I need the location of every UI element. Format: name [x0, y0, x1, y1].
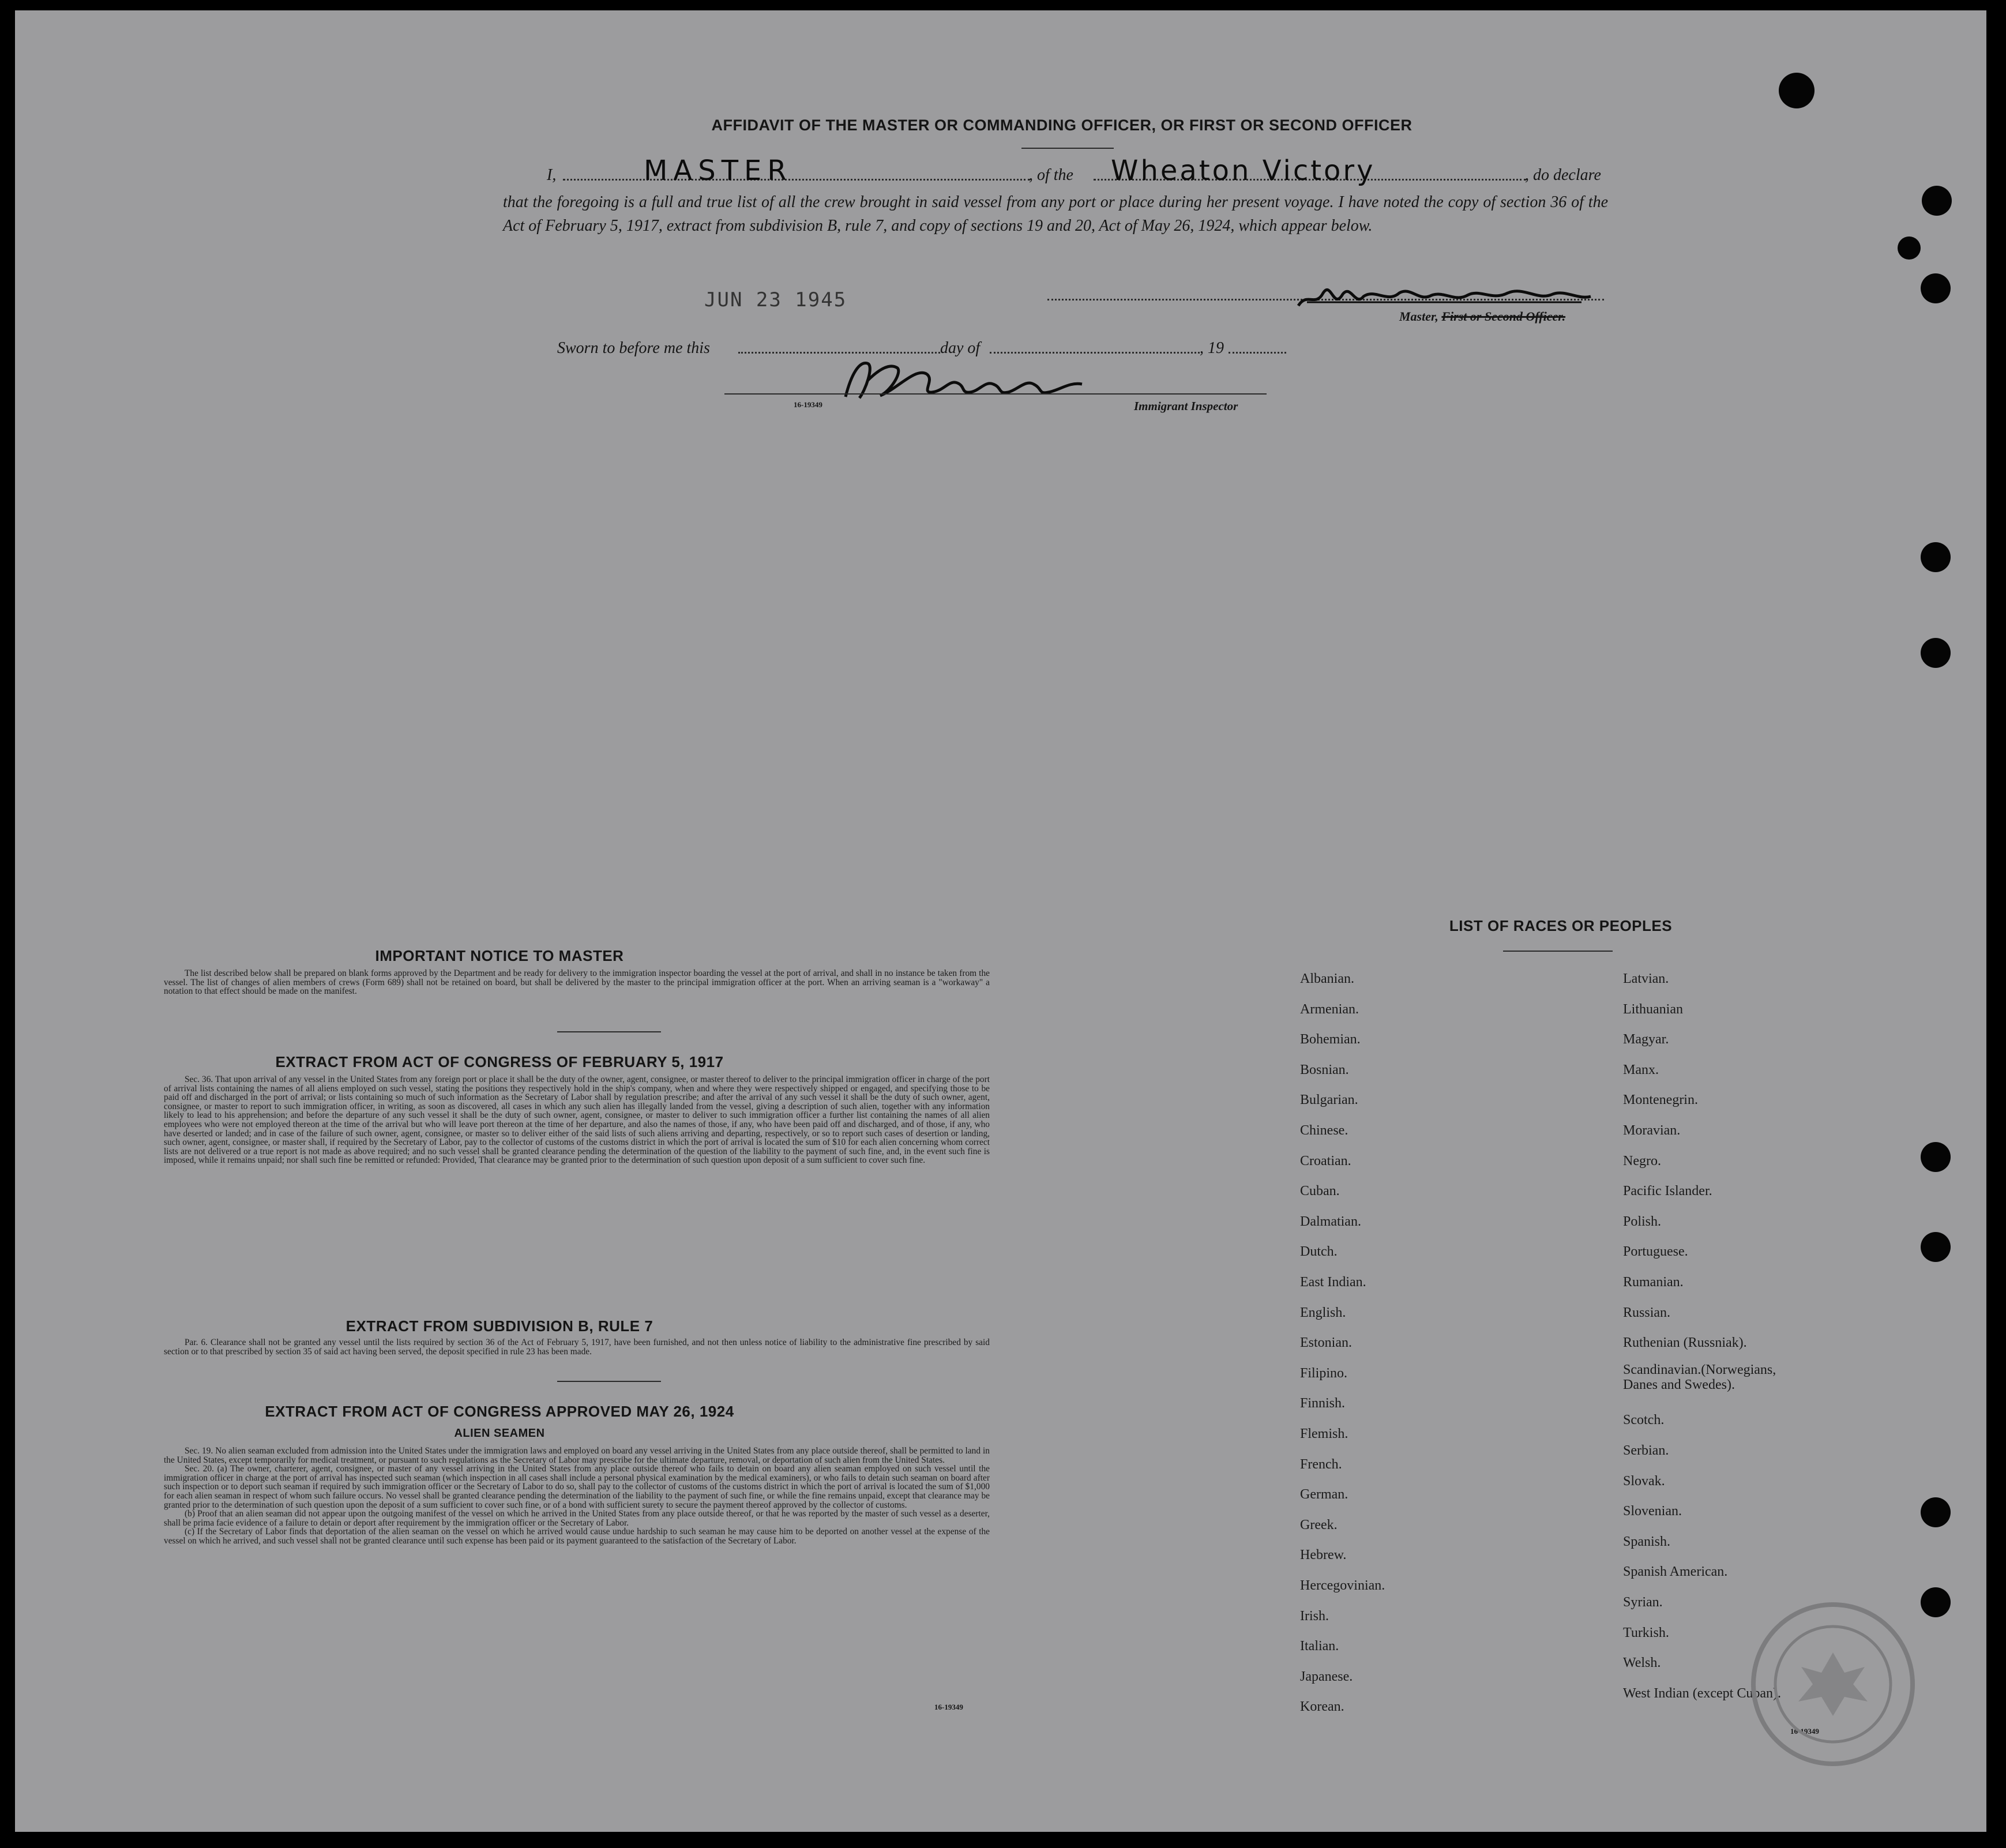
- race-item: Scotch.: [1623, 1413, 1665, 1428]
- rule-7-text: [164, 1338, 990, 1356]
- extract-1924-heading: EXTRACT FROM ACT OF CONGRESS APPROVED MAY 26, 1924: [265, 1403, 734, 1420]
- master-label: Master,: [1399, 309, 1438, 324]
- officer-line: [563, 179, 1030, 181]
- race-item: English.: [1300, 1305, 1346, 1320]
- inspector-signature: [834, 351, 1105, 408]
- sec-20c-paragraph: (c) If the Secretary of Labor finds that deportation of the alien seaman on the vessel on which he arrived would cause undue hardship to such seaman he may cause him to be deported on another vessel at the expense of the vessel on which he arrived, and such vessel shall not be granted clearance until such expense has been paid or its payment guaranteed to the satisfaction of the Secretary of Labor.: [164, 1527, 990, 1546]
- race-item: Welsh.: [1623, 1655, 1661, 1671]
- sec-19-paragraph: Sec. 19. No alien seaman excluded from admission into the United States under the immigration laws and employed on board any vessel arriving in the United States from any place outside thereof, shall be permitted to land in the United States, except temporarily for medical treatment, or pursuant to such regulations as the Secretary of Labor may prescribe for the ultimate departure, removal, or deportation of such alien from the United States.: [164, 1446, 990, 1465]
- race-item: Bulgarian.: [1300, 1092, 1358, 1108]
- punch-hole-icon: [1921, 1142, 1951, 1172]
- year-label: , 19: [1200, 339, 1224, 357]
- race-item: Estonian.: [1300, 1335, 1352, 1351]
- race-item: Dalmatian.: [1300, 1214, 1361, 1229]
- sec-20a-paragraph: Sec. 20. (a) The owner, charterer, agent, consignee, or master of any vessel arriving in the United States from any place outside thereof who fails to detain on board any alien seaman employed on such vessel until the immigration officer in charge at the port of arrival has inspected such seaman (which inspection in all cases shall include a personal physical examination by the medical examiners), or who fails to detain such seaman on board after such inspection or to deport such seaman if required by such immigration officer or the Secretary of Labor to do so, shall pay to the collector of customs of the customs district in which the port of arrival is located the sum of $1,000 for each alien seaman in respect of whom such failure occurs. No vessel shall be granted clearance pending the determination of the liability to the payment of such fine, or while the fine remains unpaid, except that clearance may be granted prior to the determination of such question upon the deposit of a sum sufficient to cover such fine, or of a bond with sufficient surety to secure the payment thereof approved by the collector of customs.: [164, 1464, 990, 1510]
- race-item: French.: [1300, 1456, 1342, 1472]
- race-item: Portuguese.: [1623, 1244, 1688, 1260]
- notice-divider: [557, 1031, 661, 1032]
- par-6-paragraph: Par. 6. Clearance shall not be granted any vessel until the lists required by section 36 of the Act of February 5, 1917, have been furnished, and not then unless notice of liability to the administrative fine prescribed by said section or to that prescribed by section 35 of said act having been served, the deposit specified in rule 23 has been made.: [164, 1338, 990, 1357]
- sworn-year-line: [1229, 352, 1286, 354]
- race-item: Albanian.: [1300, 971, 1354, 986]
- officer-written: MASTER: [644, 155, 792, 187]
- race-item: Montenegrin.: [1623, 1092, 1698, 1108]
- race-item: Bosnian.: [1300, 1062, 1349, 1077]
- race-item: Rumanian.: [1623, 1275, 1684, 1290]
- race-item: Irish.: [1300, 1608, 1329, 1624]
- notice-heading: IMPORTANT NOTICE TO MASTER: [375, 947, 624, 964]
- eagle-seal-icon: [1746, 1598, 1919, 1771]
- race-item: Finnish.: [1300, 1396, 1346, 1411]
- race-item: Cuban.: [1300, 1184, 1340, 1199]
- race-item: Japanese.: [1300, 1669, 1353, 1684]
- punch-hole-icon: [1921, 1232, 1951, 1262]
- race-item: Negro.: [1623, 1153, 1661, 1169]
- race-item: Manx.: [1623, 1062, 1659, 1077]
- race-item: Flemish.: [1300, 1426, 1348, 1441]
- inspector-line: [724, 393, 1267, 395]
- affidavit-heading: AFFIDAVIT OF THE MASTER OR COMMANDING OFFICER, OR FIRST OR SECOND OFFICER: [711, 117, 1413, 134]
- race-item: Hercegovinian.: [1300, 1578, 1385, 1593]
- race-item: Armenian.: [1300, 1001, 1359, 1017]
- form-number-right: 16-19349: [1790, 1727, 1819, 1736]
- alien-seamen-heading: ALIEN SEAMEN: [454, 1427, 545, 1440]
- race-item: West Indian (except Cuban).: [1623, 1685, 1781, 1701]
- punch-hole-icon: [1921, 542, 1951, 572]
- rule-7-divider: [557, 1381, 661, 1382]
- races-divider: [1503, 951, 1613, 952]
- race-item: Lithuanian: [1623, 1001, 1683, 1017]
- punch-hole-icon: [1922, 186, 1952, 216]
- race-item: Hebrew.: [1300, 1547, 1347, 1563]
- notice-text: [164, 969, 990, 996]
- form-number-top: 16-19349: [794, 400, 822, 409]
- extract-1917-heading: EXTRACT FROM ACT OF CONGRESS OF FEBRUARY 5, 1917: [275, 1053, 724, 1071]
- master-caption: [1399, 309, 1565, 324]
- race-item: Magyar.: [1623, 1032, 1669, 1047]
- race-item: Ruthenian (Russniak).: [1623, 1335, 1747, 1351]
- punch-hole-icon: [1898, 236, 1921, 260]
- race-item: Moravian.: [1623, 1123, 1681, 1138]
- punch-hole-icon: [1921, 273, 1951, 303]
- race-item: Latvian.: [1623, 971, 1669, 986]
- races-heading: LIST OF RACES OR PEOPLES: [1449, 917, 1673, 934]
- race-item: Italian.: [1300, 1639, 1339, 1654]
- notice-paragraph: The list described below shall be prepared on blank forms approved by the Department and be ready for delivery to the immigration inspector boarding the vessel at the port of arrival, and shall in no instance be taken from the vessel. The list of changes of alien members of crews (Form 689) shall not be retained on board, but shall be delivered by the master to the principal immigration officer at the port. When an arriving seaman is a "workaway" a notation to that effect should be made on the manifest.: [164, 968, 990, 997]
- race-item: Greek.: [1300, 1517, 1338, 1533]
- do-declare-label: , do declare: [1525, 166, 1601, 184]
- extract-1917-text: [164, 1075, 990, 1165]
- sec-36-paragraph: Sec. 36. That upon arrival of any vessel in the United States from any foreign port or place it shall be the duty of the owner, agent, consignee, or master thereof to deliver to the principal immigration officer in charge of the port of arrival lists containing the names of all aliens employed on such vessel, stating the positions they respectively hold in the ship's company, when and where they were respectively shipped or engaged, and specifying those to be paid off and discharged in the port of arrival; or lists containing so much of such information as the Secretary of Labor shall by regulation prescribe; and after the arrival of any such vessel it shall be the duty of such owner, agent, consignee, or master to report to such immigration officer, in writing, as soon as discovered, all cases in which any such alien has illegally landed from the vessel, giving a description of such alien, together with any information likely to lead to his apprehension; and before the departure of any such vessel it shall be the duty of such owner, agent, consignee, or master to deliver to such immigration officer a further list containing the names of all alien employees who were not employed thereon at the time of the arrival but who will leave port thereon at the time of her departure, and also the names of those, if any, who have been paid off and discharged, and of those, if any, who have deserted or landed; and in case of the failure of such owner, agent, consignee, or master so to deliver either of the said lists of such aliens arriving and departing, respectively, or so to report such cases of desertion or landing, such owner, agent, consignee, or master shall, if required by the Secretary of Labor, pay to the collector of customs of the customs district in which the port of arrival is located the sum of $10 for each alien concerning whom correct lists are not delivered or a true report is not made as above required; and no such vessel shall be granted clearance pending the determination of the question of the liability to the payment of such fine, and, in the event such fine is imposed, while it remains unpaid; nor shall such fine be remitted or refunded: Provided, That clearance may be granted prior to the determination of such question upon deposit of a sum sufficient to cover such fine.: [164, 1075, 990, 1166]
- day-of-label: day of: [940, 339, 981, 357]
- race-item: Syrian.: [1623, 1594, 1663, 1610]
- race-item: Dutch.: [1300, 1244, 1338, 1260]
- race-item: Korean.: [1300, 1699, 1344, 1715]
- sec-20b-paragraph: (b) Proof that an alien seaman did not appear upon the outgoing manifest of the vessel on which he arrived in the United States from any place outside thereof, or that he was reported by the master of such vessel as a deserter, shall be prima facie evidence of a failure to detain or deport after requirement by the immigration officer or the Secretary of Labor.: [164, 1509, 990, 1528]
- race-item: Serbian.: [1623, 1443, 1669, 1458]
- race-item: Slovak.: [1623, 1473, 1665, 1489]
- race-item: Croatian.: [1300, 1153, 1351, 1169]
- race-item: Filipino.: [1300, 1365, 1348, 1381]
- date-stamp: JUN 23 1945: [704, 288, 847, 311]
- race-item: Slovenian.: [1623, 1504, 1682, 1519]
- punch-hole-icon: [1921, 1497, 1951, 1527]
- race-item: Pacific Islander.: [1623, 1184, 1712, 1199]
- race-item: Polish.: [1623, 1214, 1662, 1229]
- form-number-left: 16-19349: [934, 1703, 963, 1711]
- inspector-caption: Immigrant Inspector: [1134, 399, 1238, 413]
- sworn-label: Sworn to before me this: [557, 339, 710, 357]
- race-item: Bohemian.: [1300, 1032, 1361, 1047]
- vessel-written: Wheaton Victory: [1111, 155, 1376, 187]
- race-item: Russian.: [1623, 1305, 1671, 1320]
- race-item: Chinese.: [1300, 1123, 1348, 1138]
- race-item: Spanish.: [1623, 1534, 1671, 1549]
- race-item: German.: [1300, 1487, 1348, 1503]
- rule-7-heading: EXTRACT FROM SUBDIVISION B, RULE 7: [345, 1317, 653, 1335]
- line-prefix: I,: [547, 166, 557, 184]
- race-item: Turkish.: [1623, 1625, 1669, 1640]
- struck-officer-label: First or Second Officer.: [1441, 309, 1566, 324]
- extract-1924-text: [164, 1447, 990, 1546]
- race-item: Spanish American.: [1623, 1564, 1728, 1580]
- punch-hole-icon: [1921, 638, 1951, 668]
- punch-hole-icon: [1921, 1587, 1951, 1617]
- race-item: East Indian.: [1300, 1275, 1366, 1290]
- race-item: Scandinavian.(Norwegians, Danes and Swedes).: [1623, 1362, 1776, 1392]
- document-page: [15, 10, 1986, 1832]
- punch-hole-icon: [1779, 73, 1815, 108]
- heading-divider: [1021, 148, 1114, 149]
- declaration-text: that the foregoing is a full and true list of all the crew brought in said vessel from any port or place during her present voyage. I have noted the copy of section 36 of the Act of February 5, 1917, extract from subdivision B, rule 7, and copy of sections 19 and 20, Act of May 26, 1924, which appear below.: [503, 193, 1608, 235]
- of-the-label: , of the: [1029, 166, 1073, 184]
